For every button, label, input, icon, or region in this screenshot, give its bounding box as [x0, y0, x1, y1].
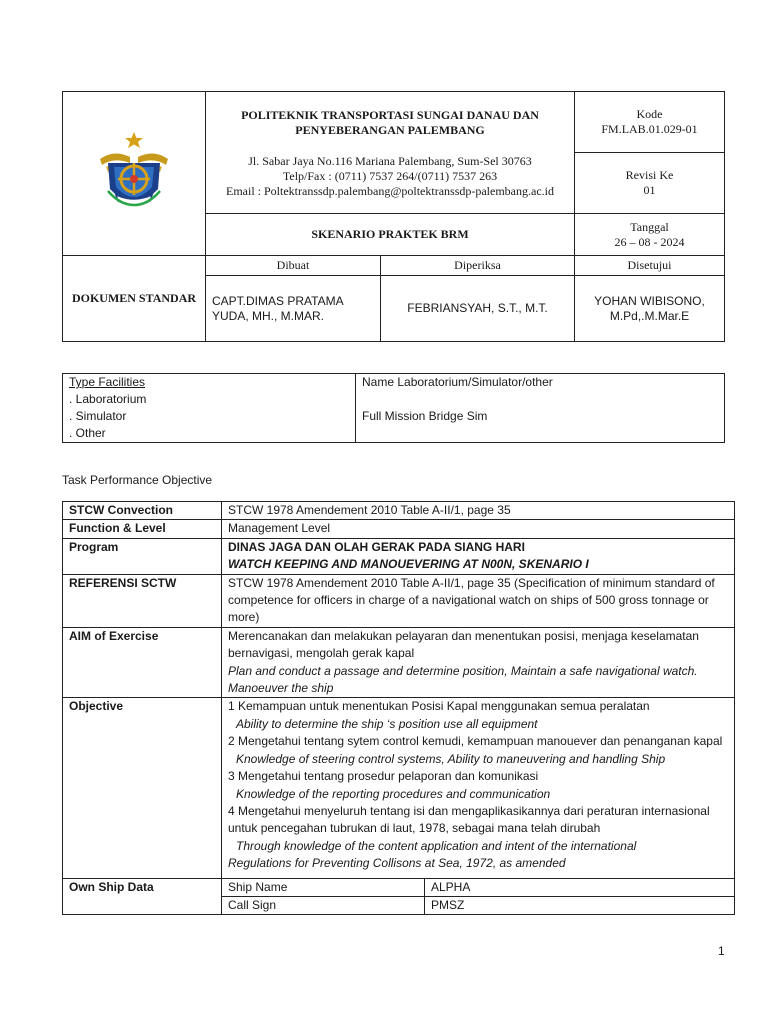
objective-value — [222, 698, 735, 878]
page-number: 1 — [718, 944, 725, 958]
facility-item: . Other — [69, 426, 106, 440]
revisi-value: 01 — [643, 183, 656, 197]
facility-name-value: Full Mission Bridge Sim — [362, 409, 488, 423]
task-performance-heading: Task Performance Objective — [62, 473, 213, 487]
ship-name-value: ALPHA — [425, 878, 735, 896]
aim-text-en: Plan and conduct a passage and determine position, Maintain a safe navigational watch. Manoeuver the ship — [228, 663, 698, 696]
facility-types-cell — [63, 374, 356, 443]
aim-label: AIM of Exercise — [63, 627, 222, 698]
kode-value: FM.LAB.01.029-01 — [601, 122, 698, 136]
objective-item-en: Ability to determine the ship ‘s position use all equipment — [236, 716, 538, 731]
objective-item: 2 Mengetahui tentang sytem control kemudi, kemampuan manouever dan penanganan kapal — [228, 734, 723, 749]
objective-item: 1 Kemampuan untuk menentukan Posisi Kapal menggunakan semua peralatan — [228, 699, 650, 714]
objective-item: 4 Mengetahui menyeluruh tentang isi dan mengaplikasikannya dari peraturan internasional untuk pencegahan tubrukan di laut, 1978, sebagai mana telah dirubah — [228, 803, 710, 836]
disetujui-label: Disetujui — [575, 256, 725, 276]
facility-item: . Simulator — [69, 409, 127, 423]
revisi-label: Revisi Ke — [625, 168, 674, 182]
diperiksa-label: Diperiksa — [381, 256, 575, 276]
diperiksa-value: FEBRIANSYAH, S.T., M.T. — [381, 276, 575, 342]
objective-item-en: Knowledge of steering control systems, Ability to maneuvering and handling Ship — [236, 751, 666, 766]
dokumen-standar-label: DOKUMEN STANDAR — [63, 256, 206, 342]
referensi-value: STCW 1978 Amendement 2010 Table A-II/1, page 35 (Specification of minimum standard of competence for officers in charge of a navigational watch on ships of 500 gross tonnage or more) — [222, 574, 735, 627]
logo-cell — [63, 92, 206, 256]
objective-item-en: Regulations for Preventing Collisons at Sea, 1972, as amended — [228, 856, 566, 871]
objective-item-en: Through knowledge of the content application and intent of the international — [236, 838, 637, 853]
program-title-id: DINAS JAGA DAN OLAH GERAK PADA SIANG HARI — [228, 539, 525, 554]
address-line: Jl. Sabar Jaya No.116 Mariana Palembang, Sum-Sel 30763 — [248, 154, 532, 168]
call-sign-label: Call Sign — [222, 896, 425, 914]
tanggal-value: 26 – 08 - 2024 — [614, 234, 685, 249]
email-line: Email : Poltektranssdp.palembang@poltektranssdp-palembang.ac.id — [226, 184, 554, 198]
phone-line: Telp/Fax : (0711) 7537 264/(0711) 7537 263 — [282, 169, 498, 183]
program-label: Program — [63, 538, 222, 574]
dibuat-label: Dibuat — [206, 256, 381, 276]
referensi-label: REFERENSI SCTW — [63, 574, 222, 627]
program-value — [222, 538, 735, 574]
ship-name-label: Ship Name — [222, 878, 425, 896]
objective-item-en: Knowledge of the reporting procedures and communication — [236, 786, 551, 801]
facility-name-label: Name Laboratorium/Simulator/other — [362, 375, 553, 389]
aim-text-id: Merencanakan dan melakukan pelayaran dan menentukan posisi, menjaga keselamatan bernavigasi, mengolah gerak kapal — [228, 628, 699, 661]
objective-item: 3 Mengetahui tentang prosedur pelaporan dan komunikasi — [228, 769, 539, 784]
facility-name-cell — [356, 374, 725, 443]
call-sign-value: PMSZ — [425, 896, 735, 914]
revisi-cell — [575, 153, 725, 214]
type-facilities-label: Type Facilities — [69, 375, 146, 389]
facility-item: . Laboratorium — [69, 392, 147, 406]
institution-name: POLITEKNIK TRANSPORTASI SUNGAI DANAU DAN PENYEBERANGAN PALEMBANG — [241, 108, 539, 137]
function-value: Management Level — [222, 520, 735, 538]
document-title: SKENARIO PRAKTEK BRM — [206, 214, 575, 256]
function-label: Function & Level — [63, 520, 222, 538]
exercise-table — [62, 501, 735, 915]
kode-cell — [575, 92, 725, 153]
dibuat-value: CAPT.DIMAS PRATAMA YUDA, MH., M.MAR. — [206, 276, 381, 342]
document-header-table — [62, 91, 725, 342]
stcw-label: STCW Convection — [63, 502, 222, 520]
disetujui-name: YOHAN WIBISONO, — [594, 293, 705, 308]
own-ship-label: Own Ship Data — [63, 878, 222, 915]
tanggal-cell — [575, 214, 725, 256]
aim-value — [222, 627, 735, 698]
institution-cell — [206, 92, 575, 214]
kode-label: Kode — [636, 107, 663, 121]
disetujui-title: M.Pd,.M.Mar.E — [609, 308, 690, 323]
objective-label: Objective — [63, 698, 222, 878]
disetujui-value — [575, 276, 725, 342]
program-title-en: WATCH KEEPING AND MANOUEVERING AT N00N, SKENARIO I — [228, 557, 589, 572]
stcw-value: STCW 1978 Amendement 2010 Table A-II/1, page 35 — [222, 502, 735, 520]
institution-logo-icon — [94, 129, 174, 215]
facilities-table — [62, 373, 725, 443]
tanggal-label: Tanggal — [630, 219, 669, 234]
